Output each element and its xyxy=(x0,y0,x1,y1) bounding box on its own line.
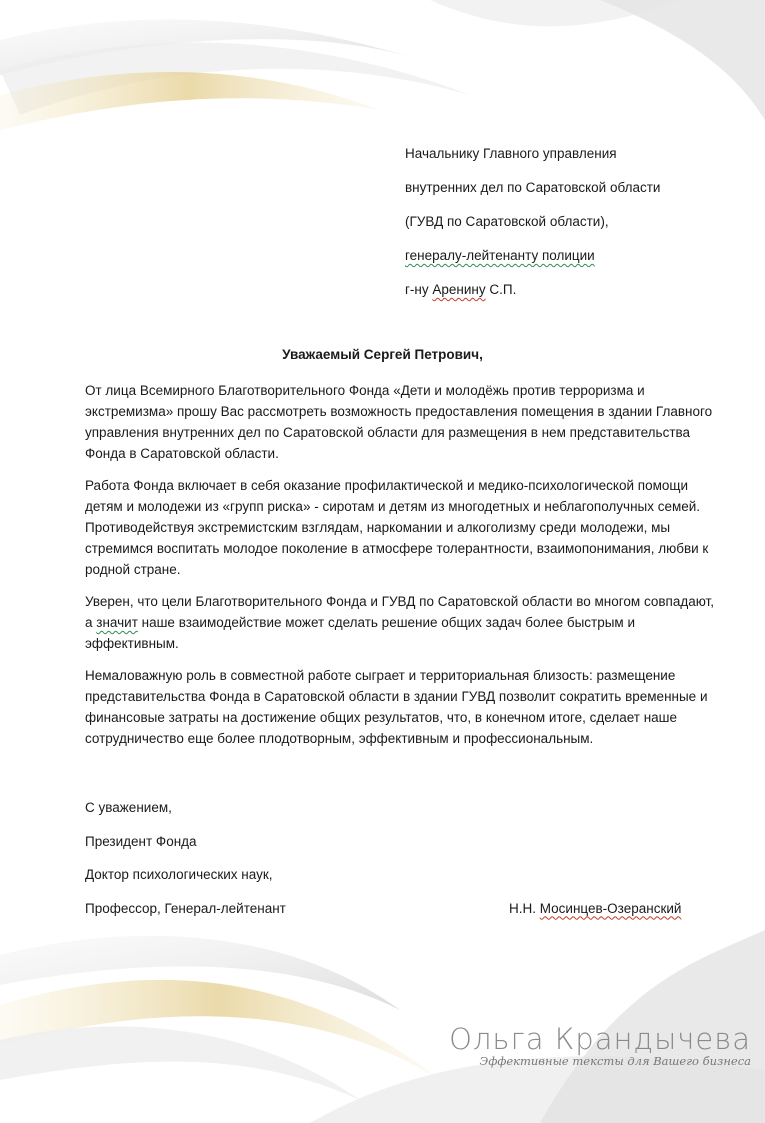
signer-name xyxy=(509,899,681,919)
paragraph-3-end: наше взаимодействие может сделать решение общих задач более быстрым и эффективным. xyxy=(85,615,635,651)
letter-body xyxy=(85,380,715,760)
signer-title: Профессор, Генерал-лейтенант xyxy=(85,900,286,916)
addressee-initials: С.П. xyxy=(485,282,517,297)
paragraph-1: От лица Всемирного Благотворительного Фонда «Дети и молодёжь против терроризма и экстремизма» прошу Вас рассмотреть возможность предоставления помещения в здании Главного управления внутренних дел по Саратовской области для размещения в нем представительства Фонда в Саратовской области. xyxy=(85,383,713,461)
title-line xyxy=(85,899,695,933)
addressee-prefix: г-ну xyxy=(405,282,433,297)
paragraph-2: Работа Фонда включает в себя оказание профилактической и медико-психологической помощи детям и молодежи из «групп риска» - сиротам и детям из многодетных и неблагополучных семей. Противодействуя экстремистским взглядам, наркомании и алкоголизму среди молодежи, мы стремимся воспитать молодое поколение в атмосфере толерантности, взаимопонимания, любви к родной стране. xyxy=(85,478,709,577)
addressee-block xyxy=(405,144,660,314)
brand-logo xyxy=(449,1022,751,1068)
position-line: Президент Фонда xyxy=(85,833,197,849)
regards-line: С уважением, xyxy=(85,800,172,815)
greeting: Уважаемый Сергей Петрович, xyxy=(282,347,483,362)
degree-line: Доктор психологических наук, xyxy=(85,867,273,882)
addressee-line-2: внутренних дел по Саратовской области xyxy=(405,180,661,195)
brand-name: Ольга Крандычева xyxy=(449,1022,751,1056)
signer-initials: Н.Н. xyxy=(509,900,540,916)
addressee-surname: Аренину xyxy=(432,282,486,297)
signature-block xyxy=(85,798,695,932)
paragraph-4: Немаловажную роль в совместной работе сыграет и территориальная близость: размещение представительства Фонда в Саратовской области в здании ГУВД позволит сократить временные и финансовые затраты на достижение общих результатов, что, в конечном итоге, сделает наше сотрудничество еще более плодотворным, эффективным и профессиональным. xyxy=(85,668,708,746)
addressee-line-1: Начальнику Главного управления xyxy=(405,146,617,161)
addressee-line-4: генералу-лейтенанту полиции xyxy=(405,248,595,263)
addressee-line-5 xyxy=(405,280,660,314)
brand-slogan: Эффективные тексты для Вашего бизнеса xyxy=(479,1054,751,1068)
signer-surname: Мосинцев-Озеранский xyxy=(539,900,682,916)
addressee-line-3: (ГУВД по Саратовской области), xyxy=(405,214,609,229)
paragraph-3-start: Уверен, что цели Благотворительного Фонда и ГУВД по Саратовской области во многом совпадают, а xyxy=(85,594,714,630)
paragraph-3 xyxy=(85,591,715,654)
paragraph-3-marked-word: значит xyxy=(96,615,138,630)
